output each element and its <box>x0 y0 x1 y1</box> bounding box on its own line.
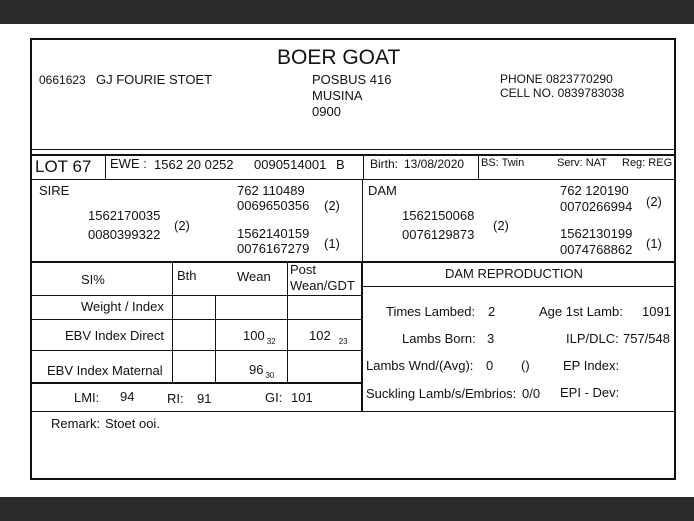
sire-top-reg: 0069650356 <box>237 198 310 213</box>
card-bottom-line <box>32 478 676 479</box>
row-ebv-maternal: EBV Index Maternal <box>47 363 163 378</box>
birth-status: BS: Twin <box>481 157 525 169</box>
reproduction-header-line <box>362 286 676 287</box>
suckling-label: Suckling Lamb/s/Embrios: <box>366 386 517 401</box>
lambs-weaned-value: 0 <box>486 358 494 373</box>
perf-row-line-3 <box>32 382 362 384</box>
lambs-weaned-avg: () <box>521 358 530 373</box>
remark-label: Remark: <box>51 416 101 431</box>
ewe-reg: 0090514001 <box>254 157 327 172</box>
dam-reproduction-title: DAM REPRODUCTION <box>445 266 583 281</box>
suckling-value: 0/0 <box>522 386 541 401</box>
ilp-label: ILP/DLC: <box>566 331 619 346</box>
divider-performance <box>32 261 676 263</box>
wean-header: Wean <box>237 269 271 284</box>
divider-birth-bs <box>478 154 479 179</box>
breeder-code: 0661623 <box>39 73 86 87</box>
ilp-value: 757/548 <box>623 331 670 346</box>
row-weight-index: Weight / Index <box>81 299 164 314</box>
ep-index-label: EP Index: <box>563 358 620 373</box>
sire-dam-note: (1) <box>324 236 340 251</box>
address-line-2: MUSINA <box>312 88 363 103</box>
dam-dam-note: (1) <box>646 236 662 251</box>
sire-note: (2) <box>174 218 190 233</box>
perf-row-line-1 <box>32 319 362 320</box>
sire-label: SIRE <box>39 183 70 198</box>
col-wean-left <box>215 295 216 382</box>
remark-text: Stoet ooi. <box>105 416 160 431</box>
divider-lot-ewe <box>105 154 106 179</box>
post-header-1: Post <box>290 262 317 277</box>
sire-dam-reg: 0076167279 <box>237 241 310 256</box>
times-lambed-value: 2 <box>488 304 496 319</box>
gi-label: GI: <box>265 390 283 405</box>
birth-label: Birth: <box>370 157 399 171</box>
address-line-3: 0900 <box>312 104 341 119</box>
dam-dam-id: 1562130199 <box>560 226 633 241</box>
service-type: Serv: NAT <box>557 157 607 169</box>
post-header-2: Wean/GDT <box>290 278 355 293</box>
lmi-value: 94 <box>120 389 135 404</box>
divider-perf-reproduction <box>361 261 363 411</box>
ri-value: 91 <box>197 391 212 406</box>
sire-top-id: 762 110489 <box>237 183 305 198</box>
ewe-label: EWE : <box>110 156 147 171</box>
lambs-born-label: Lambs Born: <box>402 331 476 346</box>
dam-reg: 0076129873 <box>402 227 475 242</box>
gi-value: 101 <box>291 390 313 405</box>
ewe-id: 1562 20 0252 <box>154 157 234 172</box>
perf-header-line <box>32 295 362 296</box>
bth-header: Bth <box>177 268 197 283</box>
col-post-left <box>287 261 288 382</box>
divider-header <box>32 149 676 150</box>
cell-number: CELL NO. 0839783038 <box>500 86 625 100</box>
sire-top-note: (2) <box>324 198 340 213</box>
epi-dev-label: EPI - Dev: <box>560 385 620 400</box>
ebv-maternal-wean: 96 $_{30}$ <box>249 362 275 380</box>
col-bth-left <box>172 261 173 382</box>
dam-top-note: (2) <box>646 194 662 209</box>
top-dark-band <box>0 0 694 24</box>
divider-pedigree <box>32 179 676 180</box>
lot-card <box>30 38 676 480</box>
birth-date: 13/08/2020 <box>404 157 465 171</box>
ewe-class: B <box>336 157 345 172</box>
dam-dam-reg: 0074768862 <box>560 242 633 257</box>
sire-id: 1562170035 <box>88 208 161 223</box>
dam-id: 1562150068 <box>402 208 475 223</box>
phone-number: PHONE 0823770290 <box>500 72 613 86</box>
row-ebv-direct: EBV Index Direct <box>65 328 164 343</box>
lambs-weaned-label: Lambs Wnd/(Avg): <box>366 358 474 373</box>
lot-number: LOT 67 <box>35 157 92 176</box>
dam-top-id: 762 120190 <box>560 183 629 198</box>
times-lambed-label: Times Lambed: <box>386 304 476 319</box>
ri-label: RI: <box>167 391 184 406</box>
divider-ewe-birth <box>363 154 364 179</box>
ebv-direct-post: 102 $_{23}$ <box>309 328 348 346</box>
perf-bottom-line <box>32 411 676 412</box>
dam-label: DAM <box>368 183 397 198</box>
age-first-lamb-value: 1091 <box>642 304 671 319</box>
sire-dam-id: 1562140159 <box>237 226 310 241</box>
registration-type: Reg: REG <box>622 157 673 169</box>
breeder-name: GJ FOURIE STOET <box>96 72 213 87</box>
card-title: BOER GOAT <box>277 46 401 69</box>
dam-top-reg: 0070266994 <box>560 199 633 214</box>
address-line-1: POSBUS 416 <box>312 72 392 87</box>
age-first-lamb-label: Age 1st Lamb: <box>539 304 623 319</box>
lmi-label: LMI: <box>74 390 100 405</box>
dam-note: (2) <box>493 218 509 233</box>
ebv-direct-wean: 100 $_{32}$ <box>243 328 276 346</box>
si-header: SI% <box>81 272 105 287</box>
sire-reg: 0080399322 <box>88 227 161 242</box>
divider-sire-dam <box>362 179 363 269</box>
lambs-born-value: 3 <box>487 331 495 346</box>
perf-row-line-2 <box>32 350 362 351</box>
bottom-dark-band <box>0 497 694 521</box>
